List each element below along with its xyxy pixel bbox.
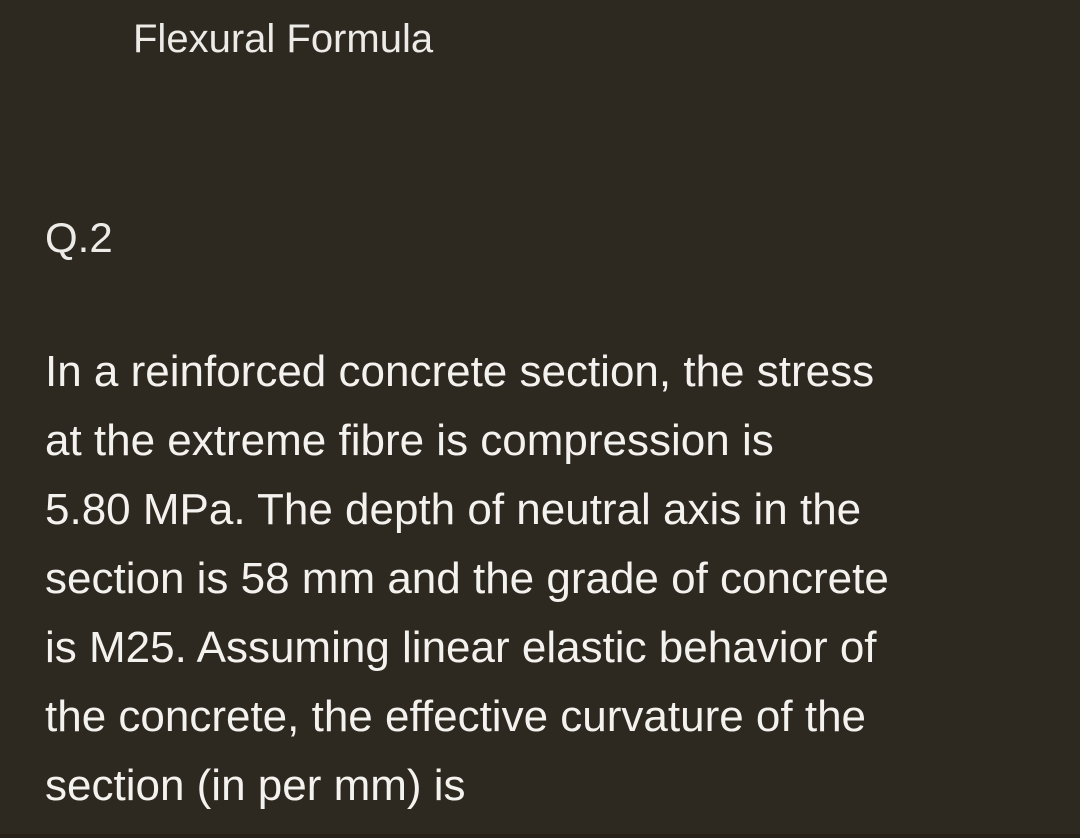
question-number: Q.2 (45, 214, 113, 261)
question-line: the concrete, the effective curvature of the (45, 692, 867, 741)
question-line: section (in per mm) is (45, 761, 466, 810)
question-line: is M25. Assuming linear elastic behavior of (45, 623, 877, 672)
bottom-divider (0, 834, 1080, 838)
question-line: 5.80 MPa. The depth of neutral axis in the (45, 485, 862, 534)
question-text (45, 337, 1055, 820)
page-title: Flexural Formula (133, 17, 434, 61)
question-line: In a reinforced concrete section, the stress (45, 347, 875, 396)
question-line: at the extreme fibre is compression is (45, 416, 774, 465)
question-line: section is 58 mm and the grade of concrete (45, 554, 889, 603)
